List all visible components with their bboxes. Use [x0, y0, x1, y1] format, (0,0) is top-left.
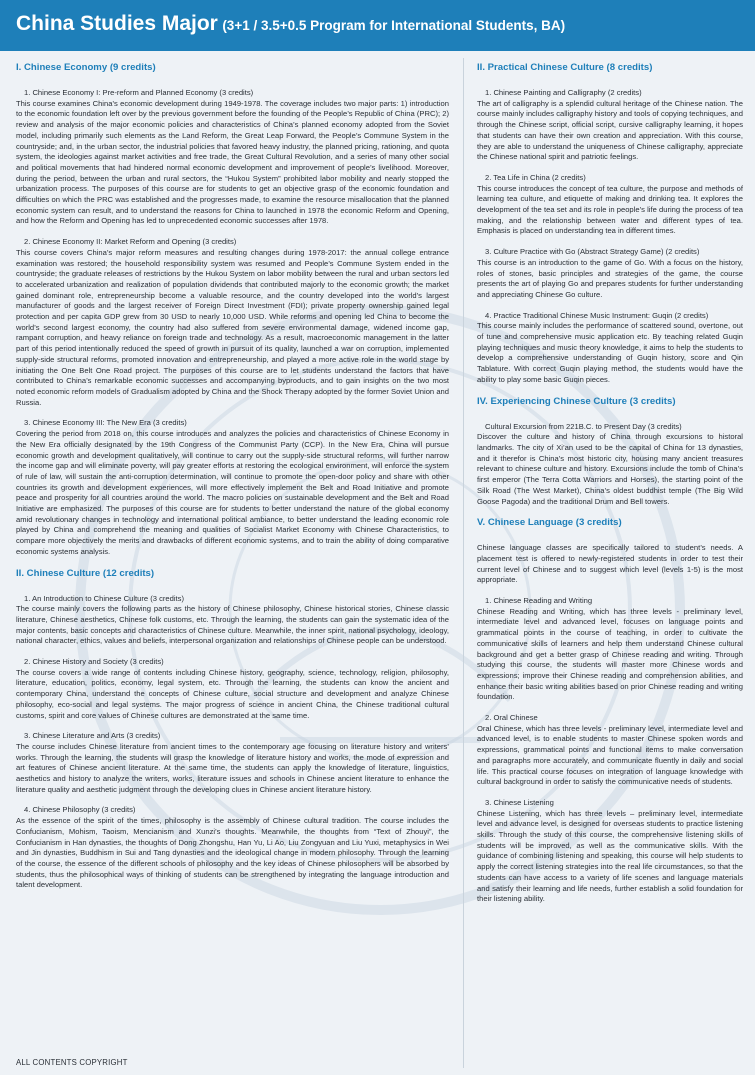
course-entry: [16, 88, 449, 227]
course-description: This course is an introduction to the game of Go. With a focus on the history, roles of stones, basic principles and strategies of the game, the course presents the art of playing Go and prepares students for further understanding and appreciating Chinese Go culture.: [477, 257, 743, 299]
course-description: Oral Chinese, which has three levels - preliminary level, intermediate level and advanced level, is to enable students to master Chinese spoken words and expressions, grammatical points and functional items to make conversation and paragraphs more accurately, and communicate fluently in daily and social life. This practical course focuses on integration of language knowledge with cultural background in order to satisfy the communicative needs of students.: [477, 723, 743, 787]
course-description: This course mainly includes the performance of scattered sound, overtone, out of tune and comprehensive music application etc. By teaching related Guqin playing techniques and music theory knowledge, it aims to help the students to develop a comprehensive understanding of Guqin history, score and Qin Tablature. With correct Guqin playing method, the students would have the ability to play some basic Guqin pieces.: [477, 321, 743, 384]
course-description: This course introduces the concept of tea culture, the purpose and methods of learning tea culture, and etiquette of making and drinking tea. It explores the development of the tea set and its role in people’s life during the process of tea making, and the relationship between water and different types of tea. Emphasis is placed on understanding tea in different times.: [477, 183, 743, 236]
section-intro: Chinese language classes are specifically tailored to student’s needs. A placement test is offered to newly-registered students in order to test their current level of Chinese and to suggest which level (levels 1-5) is the most appropriate.: [477, 543, 743, 585]
course-title: 1. An Introduction to Chinese Culture (3 credits): [24, 593, 184, 603]
course-entry: [16, 418, 449, 557]
course-title: Cultural Excursion from 221B.C. to Present Day (3 credits): [485, 421, 682, 431]
course-description: The art of calligraphy is a splendid cultural heritage of the Chinese nation. The course mainly includes calligraphy history and tools of copying techniques, and through the Chinese script, official script, cursive calligraphy learning, it hopes that students can have their own creation and appreciation. With this course, they are able to understand the uniqueness of Chinese calligraphy, appreciate the Chinese national spirit and patriotic feelings.: [477, 98, 743, 162]
section-heading: II. Chinese Culture (12 credits): [16, 567, 155, 579]
course-description: Discover the culture and history of China through excursions to historal landmarks. The city of Xi’an used to be the capital of China for 13 dynasties, and it therefor is China’s most historic city, housing many ancient treasures relevant to chinese culture and history. Excursions include the tomb of China’s first emperor (The Terra Cotta Warriors and Horses), the starting point of the Silk Road (The West Market), China’s oldest buddhist temple (The Big Wild Goose Pagoda) and the traditional Drum and Bell towers.: [477, 432, 743, 506]
course-description: The course includes Chinese literature from ancient times to the contemporary age focusing on literature history and writers’ works. Through the learning, the students will grasp the knowledge of literature history and works, the mode of expression and art features of Chinese ancient literature. At the same time, the students can apply the knowledge of literature, linguistics, aesthetics and history to analyze the writers, works, literature issues and schools in Chinese ancient literature to enhance the literature quality and aesthetic judgment through the developing clues in Chinese ancient literature history.: [16, 741, 449, 794]
course-section: [477, 517, 743, 905]
right-column: [477, 62, 743, 915]
section-heading: IV. Experiencing Chinese Culture (3 credits): [477, 395, 676, 407]
course-title: 1. Chinese Reading and Writing: [485, 596, 593, 606]
course-entry: [477, 88, 743, 163]
course-title: 4. Practice Traditional Chinese Music Instrument: Guqin (2 credits): [485, 310, 709, 320]
copyright-notice: ALL CONTENTS COPYRIGHT: [16, 1058, 128, 1067]
course-entry: [16, 657, 449, 721]
course-section: [16, 62, 449, 558]
course-section: [16, 568, 449, 892]
course-description: This course covers China’s major reform measures and resulting changes during 1978-2017: the annual college entrance examination was restored; the household responsibility system was resumed and People’s Commune System ended in the countryside; the graduate releases of restrictions by the Hukou System on labor mobility between the rural and urban sectors led to accelerated urbanization and realization of population dividends that contributed majorly to the economic growth; the market gained dominant role, entrepreneurship become a valuable resource, and the country developed into the world’s largest manufacturer of goods and the largest receiver of Foreign Direct Investment (FDI); private property ownership gained legal protection and per capita GDP grew from 30 USD to nearly 10,000 USD. While reforms and opening led China to become the world’s second largest economy, the country had also suffered from severe environmental damage, widened income gap, rampant corruption, and heavy reliance on foreign trade and technology. As a result, macroeconomic management in the latter part of this period intentionally reduced the speed of growth in pursuit of its quality, launched a war on corruption, implemented supply-side structural reforms, promoted innovation and entrepreneurship, and played a more active role in the world stage by initiating the One Belt One Road project. The purposes of this course are to let students understand the factors that have contributed to China’s remarkable economic successes and accompanying byproducts, and to gain insights on the two most noted economic reform models of Gradualism adopted by China and the Shock Therapy adopted by the former Soviet Union and Russia.: [16, 247, 449, 407]
course-description: As the essence of the spirit of the times, philosophy is the assembly of Chinese cultural tradition. The course includes the Confucianism, Mohism, Taoism, Mencianism and Xunzi’s thoughts. Meanwhile, the thoughts from “Text of Zhouyi”, the Confucianism in Han dynasties, the thoughts of Dong Zhongshu, Han Yu, Li Ao, Liu Zongyuan and Liu Yuxi, metaphysics in Wei and Jin dynasties, Buddhism in Sui and Tang dynasties and the ideological change in modern philosophy. Through the learning of the course, the essence of the different schools of philosophy and the key ideas of Chinese philosophers will be absorbed by students, thus the philosophical ways of thinking of students can be strengthened by integrating the language introduction and talent development.: [16, 816, 449, 890]
course-entry: [16, 237, 449, 408]
course-entry: [477, 596, 743, 703]
course-title: 2. Tea Life in China (2 credits): [485, 172, 586, 182]
section-heading: I. Chinese Economy (9 credits): [16, 62, 156, 73]
course-entry: [16, 731, 449, 795]
course-title: 1. Chinese Economy I: Pre-reform and Planned Economy (3 credits): [24, 88, 254, 97]
course-entry: [477, 311, 743, 386]
left-column: [16, 62, 449, 901]
course-entry: [477, 422, 743, 508]
section-heading: V. Chinese Language (3 credits): [477, 517, 622, 529]
page-header: [0, 0, 755, 51]
course-title: 3. Chinese Literature and Arts (3 credits): [24, 731, 161, 741]
course-section: [477, 62, 743, 386]
course-title: 2. Oral Chinese: [485, 713, 538, 723]
page-title: China Studies Major: [16, 12, 218, 35]
course-entry: [477, 713, 743, 788]
course-title: 3. Chinese Listening: [485, 797, 554, 807]
section-heading: II. Practical Chinese Culture (8 credits): [477, 62, 653, 73]
course-description: This course examines China’s economic development during 1949-1978. The coverage includes two major parts: 1) introduction to the economic foundation left over by the previous government before the founding of the People’s Republic of China (PRC); 2) review and analysis of the major economic policies and characteristics of China’s planned economy adopted from the Soviet model, including primarily such elements as the Land Reform, the Great Leap Forward, the People’s Commune System in the countryside; and, in the urban sector, the industrial policies that favored heavy industry, the planned pricing, rationing, and quota system, the ideologies against market activities and free trade, the Great Cultural Revolution, and a series of many other social and political movements that had hindered normal economic development and improvement of people’s livelihood. Moreover, during the period, between the urban and rural sectors, the “Hukou System” prohibited labor mobility and nearly stopped the urbanization process. The purposes of this course are for students to get an objective grasp of the economic foundation and difficulties on which the PRC was established and the progresses made, to examine the resource misallocation that the planned economic system can result, and to understand the reasons for China to launched in 1978 the economic Reform and Opening, and how the Reform and Opening has led to unprecedented economic successes after 1978.: [16, 98, 449, 226]
course-description: Chinese Listening, which has three levels – preliminary level, intermediate level and advance level, is designed for overseas students to practice listening skills. Through the study of this course, the comprehensive listening skills of students will be improved, as well as the communicative skills. With the guidance of combining listening and speaking, this course will help students to apply the correct listening strategies into the real life circumstances, so that the students can have access to a variety of life scenes and language materials and satisfy their learning and life needs, further establish a solid foundation for their listening ability.: [477, 808, 743, 904]
course-description: Covering the period from 2018 on, this course introduces and analyzes the policies and characteristics of Chinese Economy in the New Era officially designated by the 19th Congress of the Communist Party (CCP). In the New Era, China will pursue economic growth and development qualitatively, will continue to carry out the supply-side structural reforms, will further narrow the income gap and will eliminate poverty, will pay greater efforts at restoring the ecological environment, will enforce the system of rule of law, will sustain the anti-corruption determination, will continue to promote the open-door policy and share with other countries its growth and development experiences, will more effectively implement the Belt and Road Initiative and promote peace and prosperity for all countries around the world. The macro policies on sustainable development and the Belt and Road Initiative are emphasized. The purposes of this course are for students to better understand the nature of the global economy amid revolutionary changes in technology and international political ambiance, to better understand the leading economic role played by China and comprehend the meaning and qualities of Socialist Market Economy with Chinese Characteristics, to compare more objectively the merits and drawbacks of different economic systems, and to train the ability of doing comparative economic systems analysis.: [16, 429, 449, 556]
course-entry: [477, 173, 743, 237]
course-description: Chinese Reading and Writing, which has three levels - preliminary level, intermediate level and advanced level, focuses on language points and grammatical points in the course of teaching, in order to cultivate the communicative skills of learners and help them understand Chinese cultural background and get a better grasp of Chinese reading and writing. Through studying this course, the students will master more Chinese words and expressions; improve their Chinese reading and comprehension abilities, and enhance their basic writing abilities based on prior Chinese reading and writing foundation.: [477, 606, 743, 702]
page-subtitle: (3+1 / 3.5+0.5 Program for International Students, BA): [222, 18, 566, 33]
course-title: 1. Chinese Painting and Calligraphy (2 credits): [485, 88, 642, 97]
course-entry: [16, 805, 449, 891]
column-divider: [463, 58, 464, 1068]
course-title: 3. Culture Practice with Go (Abstract Strategy Game) (2 credits): [485, 247, 700, 257]
course-title: 3. Chinese Economy III: The New Era (3 credits): [24, 418, 187, 428]
course-entry: [16, 594, 449, 648]
course-entry: [477, 247, 743, 301]
course-section: [477, 396, 743, 508]
course-title: 2. Chinese History and Society (3 credits): [24, 657, 164, 667]
course-title: 4. Chinese Philosophy (3 credits): [24, 805, 136, 815]
course-description: The course covers a wide range of contents including Chinese history, geography, science, technology, religion, philosophy, literature, education, politics, economy, legal system, etc. Through the learning, the students can know the ancient and contemporary China, understand the concepts of Chinese culture, social structure and development and analyze Chinese philosophy, eco-social and legal systems. The major progress of science in ancient China, the Chinese traditional cultural customs, spirit and core values of Chinese cultures are demonstrated at the same time.: [16, 667, 449, 720]
course-title: 2. Chinese Economy II: Market Reform and Opening (3 credits): [24, 237, 237, 247]
course-description: The course mainly covers the following parts as the history of Chinese philosophy, Chinese historical stories, Chinese classic literature, Chinese aesthetics, Chinese folk customs, etc. Through the learning, the students can gain the systematic idea of the major contents, basic concepts and characteristics of Chinese culture. Meanwhile, the inner spirit, national psychology, ideology, national character, ethics, values and beliefs, interpersonal organization and relationships of Chinese people can be understood.: [16, 604, 449, 646]
course-entry: [477, 798, 743, 905]
